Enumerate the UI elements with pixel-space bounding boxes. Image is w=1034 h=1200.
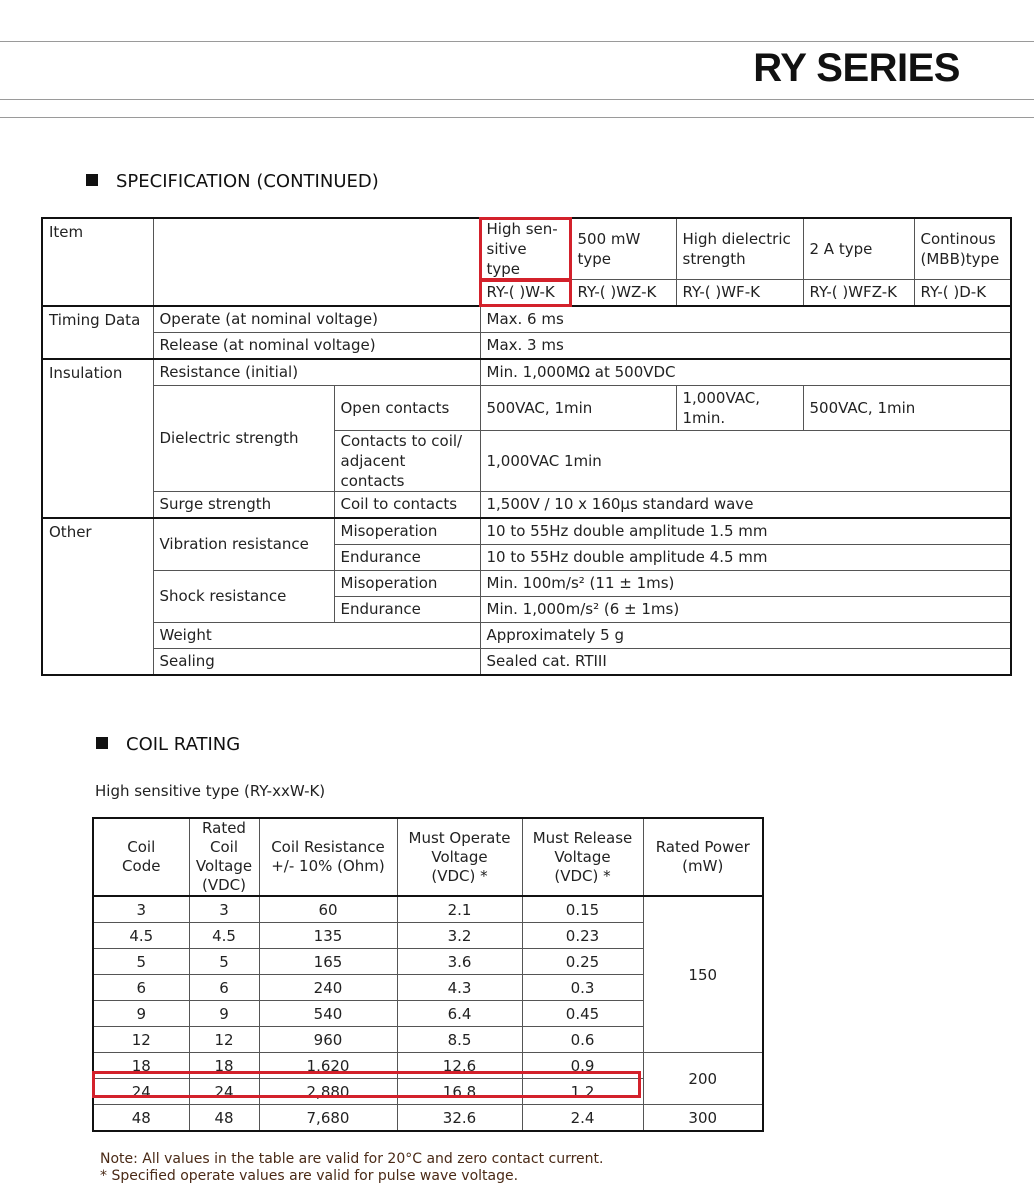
coil-contacts-label: Contacts to coil/ adjacent contacts xyxy=(334,431,480,492)
rated-power-cell: 300 xyxy=(643,1105,763,1132)
sealing-label: Sealing xyxy=(153,649,480,676)
type-high-dielectric: High dielectric strength xyxy=(676,218,803,280)
table-cell: 12 xyxy=(93,1027,189,1053)
timing-group-label: Timing Data xyxy=(42,306,153,359)
type-continous: Continous (MBB)type xyxy=(914,218,1011,280)
table-cell: 0.9 xyxy=(522,1053,643,1079)
shock-misoperation-label: Misoperation xyxy=(334,571,480,597)
table-row xyxy=(93,896,763,923)
weight-value: Approximately 5 g xyxy=(480,623,1011,649)
table-cell: 960 xyxy=(259,1027,397,1053)
table-cell: 0.23 xyxy=(522,923,643,949)
table-cell: 12 xyxy=(189,1027,259,1053)
table-cell: 6 xyxy=(189,975,259,1001)
table-cell: 0.15 xyxy=(522,896,643,923)
coil-column-header: Rated Power (mW) xyxy=(643,818,763,896)
open-contacts-label: Open contacts xyxy=(334,386,480,431)
table-cell: 0.3 xyxy=(522,975,643,1001)
shock-misoperation-value: Min. 100m/s² (11 ± 1ms) xyxy=(480,571,1011,597)
coil-contacts-value: 1,000VAC 1min xyxy=(480,431,1011,492)
table-cell: 540 xyxy=(259,1001,397,1027)
release-value: Max. 3 ms xyxy=(480,333,1011,360)
table-cell: 48 xyxy=(189,1105,259,1132)
table-cell: 5 xyxy=(93,949,189,975)
table-cell: 135 xyxy=(259,923,397,949)
item-header: Item xyxy=(42,218,153,306)
open-contacts-value-2: 1,000VAC, 1min. xyxy=(676,386,803,431)
vibration-label: Vibration resistance xyxy=(153,518,334,571)
surge-label: Surge strength xyxy=(153,492,334,519)
surge-value: 1,500V / 10 x 160µs standard wave xyxy=(480,492,1011,519)
type-500mw: 500 mW type xyxy=(571,218,676,280)
spec-section-title xyxy=(86,171,379,192)
series-title: RY SERIES xyxy=(753,46,960,90)
table-cell: 7,680 xyxy=(259,1105,397,1132)
table-cell: 48 xyxy=(93,1105,189,1132)
table-cell: 60 xyxy=(259,896,397,923)
code-500mw: RY-( )WZ-K xyxy=(571,280,676,307)
shock-endurance-label: Endurance xyxy=(334,597,480,623)
table-cell: 3 xyxy=(189,896,259,923)
table-cell: 9 xyxy=(93,1001,189,1027)
vibration-misoperation-label: Misoperation xyxy=(334,518,480,545)
coil-table-caption: High sensitive type (RY-xxW-K) xyxy=(95,782,326,800)
type-2a: 2 A type xyxy=(803,218,914,280)
vibration-endurance-label: Endurance xyxy=(334,545,480,571)
table-cell: 2.1 xyxy=(397,896,522,923)
table-cell: 24 xyxy=(93,1079,189,1105)
weight-label: Weight xyxy=(153,623,480,649)
table-cell: 0.6 xyxy=(522,1027,643,1053)
resistance-value: Min. 1,000MΩ at 500VDC xyxy=(480,359,1011,386)
type-high-sensitive: High sen- sitive type xyxy=(480,218,571,280)
code-high-dielectric: RY-( )WF-K xyxy=(676,280,803,307)
dielectric-label: Dielectric strength xyxy=(153,386,334,492)
bullet-square-icon xyxy=(86,174,98,186)
table-cell: 1.2 xyxy=(522,1079,643,1105)
table-cell: 165 xyxy=(259,949,397,975)
other-group-label: Other xyxy=(42,518,153,675)
rated-power-cell: 200 xyxy=(643,1053,763,1105)
resistance-label: Resistance (initial) xyxy=(153,359,480,386)
table-row xyxy=(93,1105,763,1132)
coil-column-header: Must Release Voltage (VDC) * xyxy=(522,818,643,896)
vibration-endurance-value: 10 to 55Hz double amplitude 4.5 mm xyxy=(480,545,1011,571)
table-row xyxy=(93,1053,763,1079)
table-cell: 4.3 xyxy=(397,975,522,1001)
specification-table xyxy=(41,217,1012,676)
table-cell: 6.4 xyxy=(397,1001,522,1027)
table-cell: 32.6 xyxy=(397,1105,522,1132)
insulation-group-label: Insulation xyxy=(42,359,153,518)
spec-title-text: SPECIFICATION (CONTINUED) xyxy=(116,171,379,192)
table-cell: 1,620 xyxy=(259,1053,397,1079)
blank-header xyxy=(153,218,480,306)
open-contacts-value-1: 500VAC, 1min xyxy=(480,386,676,431)
table-cell: 8.5 xyxy=(397,1027,522,1053)
shock-endurance-value: Min. 1,000m/s² (6 ± 1ms) xyxy=(480,597,1011,623)
table-cell: 3.2 xyxy=(397,923,522,949)
coil-title-text: COIL RATING xyxy=(126,734,241,755)
notes xyxy=(100,1151,603,1185)
coil-column-header: Coil Resistance +/- 10% (Ohm) xyxy=(259,818,397,896)
code-continous: RY-( )D-K xyxy=(914,280,1011,307)
release-label: Release (at nominal voltage) xyxy=(153,333,480,360)
coil-column-header: Coil Code xyxy=(93,818,189,896)
code-2a: RY-( )WFZ-K xyxy=(803,280,914,307)
operate-value: Max. 6 ms xyxy=(480,306,1011,333)
table-cell: 2.4 xyxy=(522,1105,643,1132)
note-line-2: * Specified operate values are valid for pulse wave voltage. xyxy=(100,1168,519,1184)
table-cell: 0.45 xyxy=(522,1001,643,1027)
table-cell: 9 xyxy=(189,1001,259,1027)
table-cell: 3.6 xyxy=(397,949,522,975)
coil-section-title xyxy=(96,734,240,755)
code-high-sensitive: RY-( )W-K xyxy=(480,280,571,307)
sealing-value: Sealed cat. RTIII xyxy=(480,649,1011,676)
table-cell: 4.5 xyxy=(189,923,259,949)
coil-column-header: Rated Coil Voltage (VDC) xyxy=(189,818,259,896)
table-cell: 240 xyxy=(259,975,397,1001)
surge-sub-label: Coil to contacts xyxy=(334,492,480,519)
coil-column-header: Must Operate Voltage (VDC) * xyxy=(397,818,522,896)
table-cell: 16.8 xyxy=(397,1079,522,1105)
table-cell: 24 xyxy=(189,1079,259,1105)
rated-power-cell: 150 xyxy=(643,896,763,1053)
shock-label: Shock resistance xyxy=(153,571,334,623)
table-cell: 18 xyxy=(93,1053,189,1079)
table-cell: 12.6 xyxy=(397,1053,522,1079)
bullet-square-icon xyxy=(96,737,108,749)
table-cell: 0.25 xyxy=(522,949,643,975)
table-cell: 4.5 xyxy=(93,923,189,949)
table-cell: 3 xyxy=(93,896,189,923)
open-contacts-value-3: 500VAC, 1min xyxy=(803,386,1011,431)
vibration-misoperation-value: 10 to 55Hz double amplitude 1.5 mm xyxy=(480,518,1011,545)
coil-rating-table xyxy=(92,817,764,1132)
table-cell: 2,880 xyxy=(259,1079,397,1105)
table-cell: 18 xyxy=(189,1053,259,1079)
operate-label: Operate (at nominal voltage) xyxy=(153,306,480,333)
table-cell: 6 xyxy=(93,975,189,1001)
note-line-1: Note: All values in the table are valid for 20°C and zero contact current. xyxy=(100,1151,604,1167)
table-cell: 5 xyxy=(189,949,259,975)
